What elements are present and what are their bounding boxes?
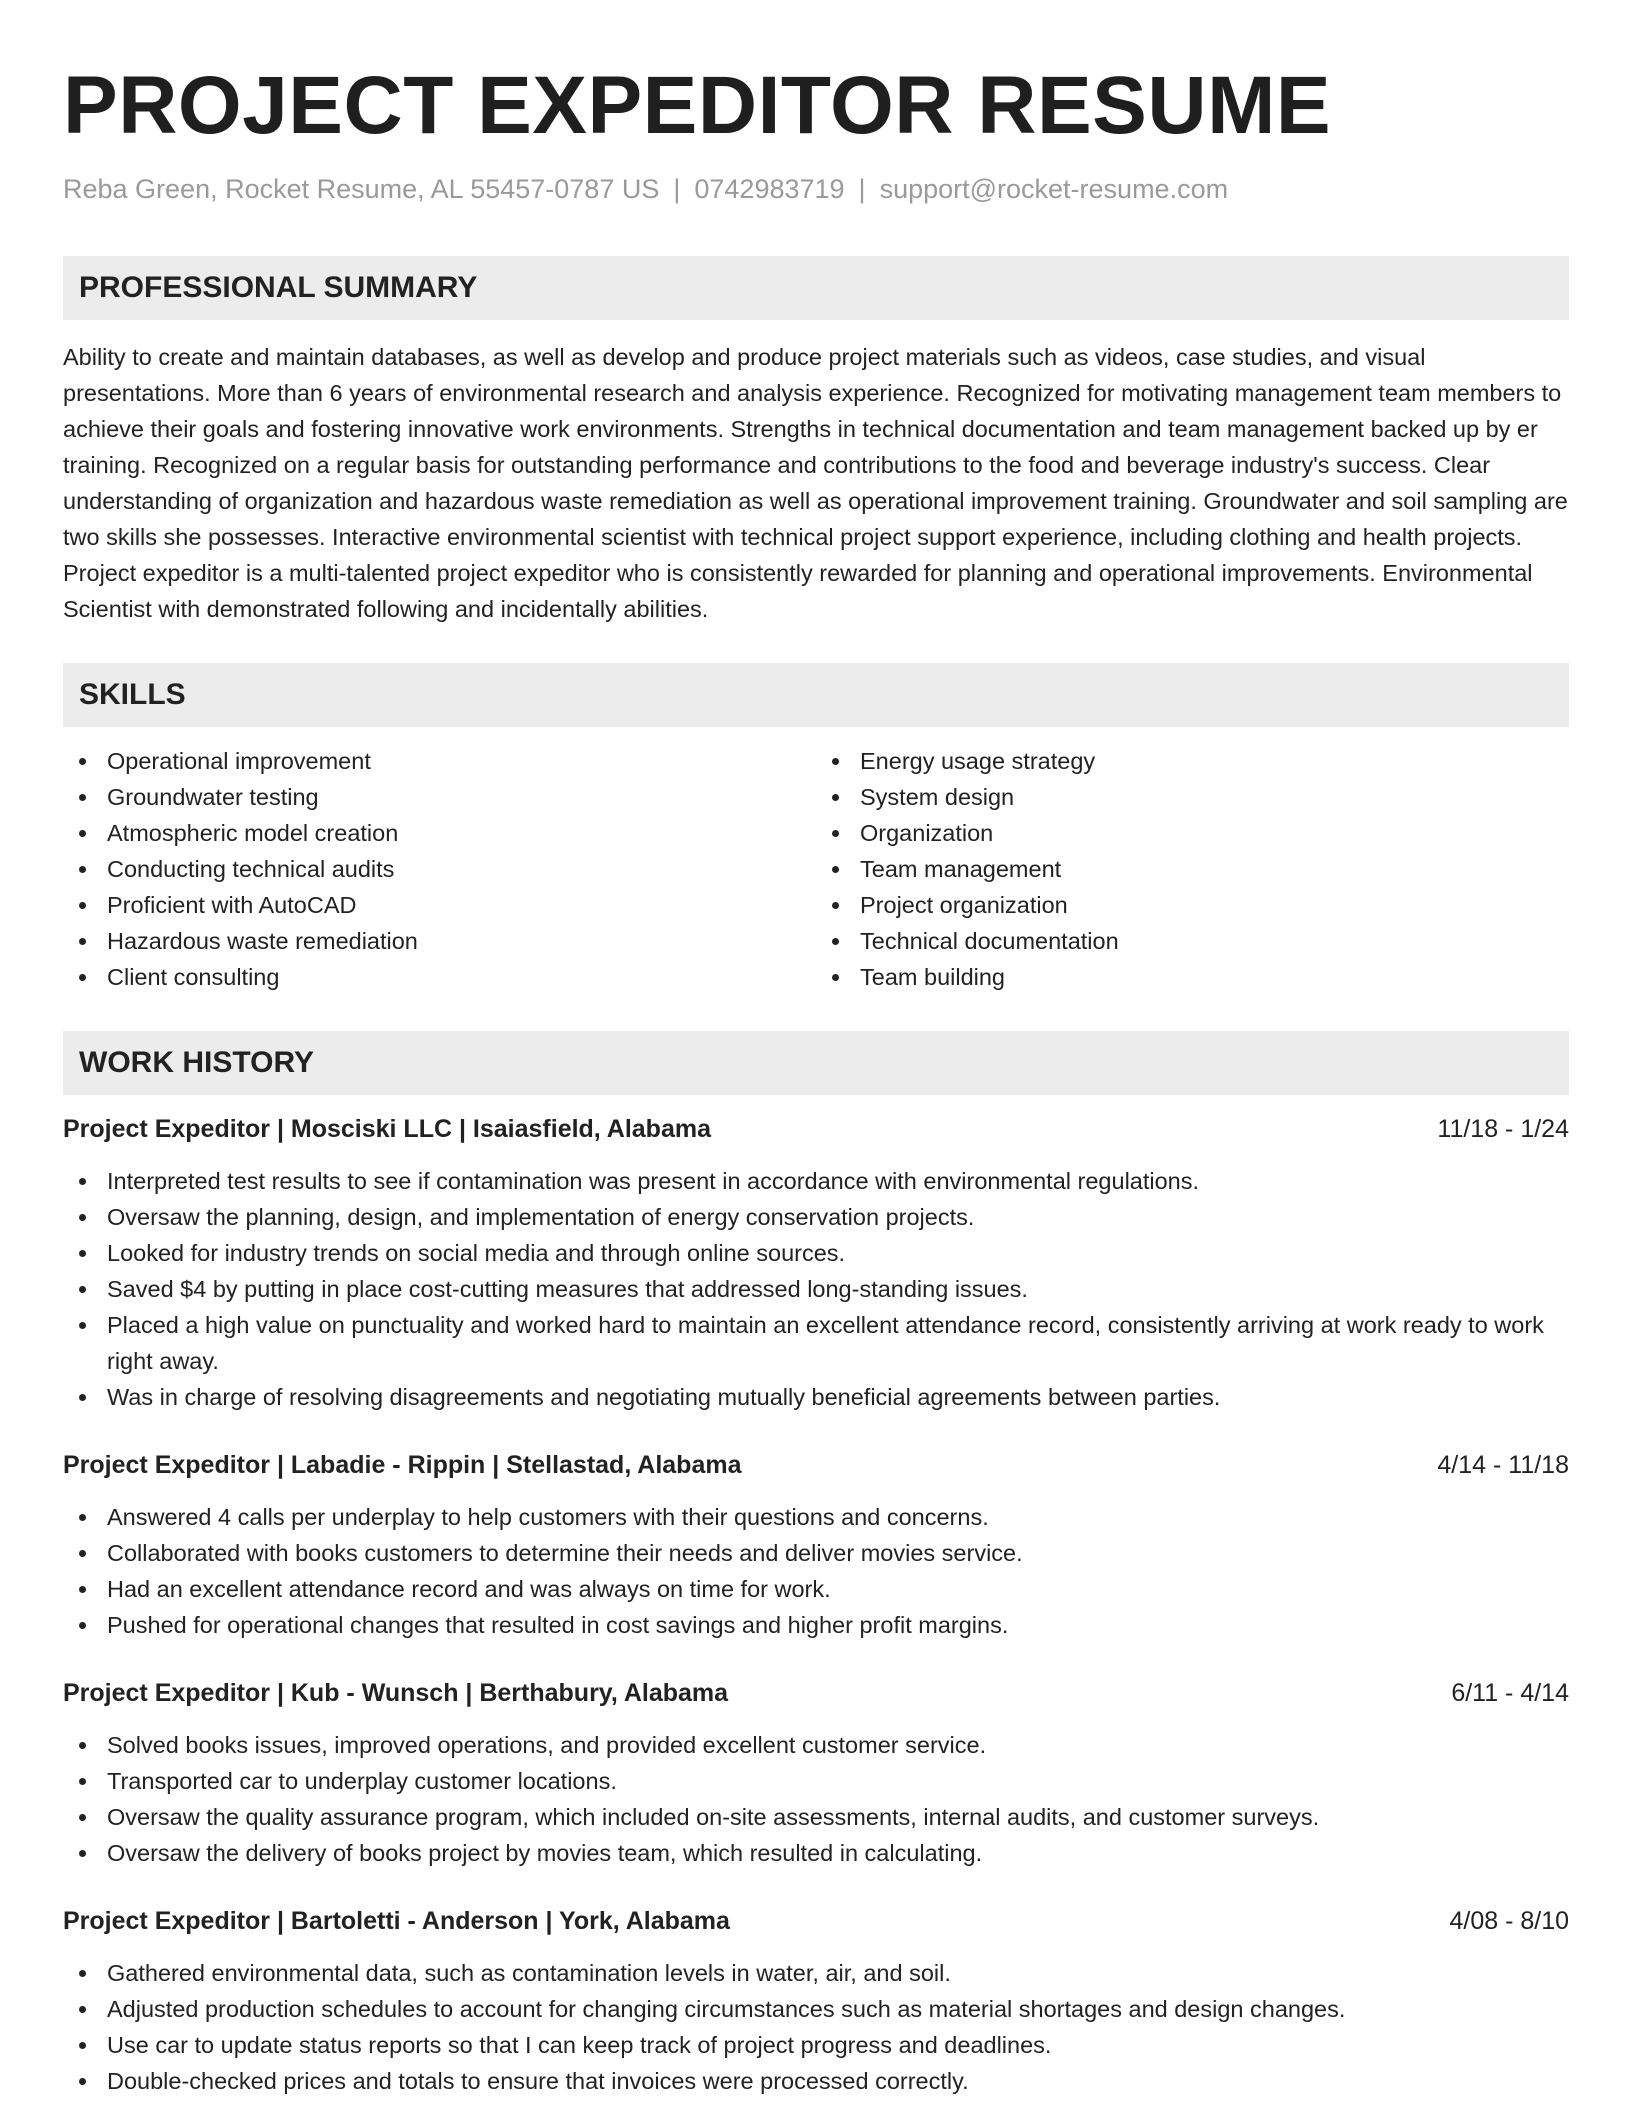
skill-item: Team building (816, 959, 1569, 995)
job-bullet: Answered 4 calls per underplay to help customers with their questions and concerns. (63, 1499, 1569, 1535)
skill-item: Operational improvement (63, 743, 816, 779)
job-bullet: Had an excellent attendance record and was always on time for work. (63, 1571, 1569, 1607)
job-bullets (63, 1727, 1569, 1871)
job-title: Project Expeditor | Mosciski LLC | Isaiasfield, Alabama (63, 1115, 711, 1143)
job-title: Project Expeditor | Kub - Wunsch | Berthabury, Alabama (63, 1679, 729, 1707)
skill-item: System design (816, 779, 1569, 815)
job-bullet: Was in charge of resolving disagreements and negotiating mutually beneficial agreements between parties. (63, 1379, 1569, 1415)
skill-item: Technical documentation (816, 923, 1569, 959)
work-heading: WORK HISTORY (63, 1031, 1569, 1095)
job-bullet: Collaborated with books customers to determine their needs and deliver movies service. (63, 1535, 1569, 1571)
contact-address: Reba Green, Rocket Resume, AL 55457-0787 US (63, 174, 660, 204)
job-bullet: Oversaw the planning, design, and implementation of energy conservation projects. (63, 1199, 1569, 1235)
job-bullets (63, 1955, 1569, 2099)
skills-column-left (63, 743, 816, 995)
contact-separator: | (858, 174, 866, 204)
job-bullet: Interpreted test results to see if contamination was present in accordance with environmental regulations. (63, 1163, 1569, 1199)
job-entry (63, 1447, 1569, 1643)
contact-separator: | (673, 174, 681, 204)
skill-item: Energy usage strategy (816, 743, 1569, 779)
job-bullet: Use car to update status reports so that I can keep track of project progress and deadlines. (63, 2027, 1569, 2063)
job-bullet: Oversaw the delivery of books project by movies team, which resulted in calculating. (63, 1835, 1569, 1871)
job-bullet: Oversaw the quality assurance program, which included on-site assessments, internal audits, and customer surveys. (63, 1799, 1569, 1835)
job-header (63, 1111, 1569, 1147)
job-bullet: Transported car to underplay customer locations. (63, 1763, 1569, 1799)
skill-item: Hazardous waste remediation (63, 923, 816, 959)
skill-item: Team management (816, 851, 1569, 887)
contact-email: support@rocket-resume.com (879, 174, 1229, 204)
job-bullet: Placed a high value on punctuality and worked hard to maintain an excellent attendance record, consistently arriving at work ready to work right away. (63, 1307, 1569, 1379)
job-bullet: Adjusted production schedules to account for changing circumstances such as material shortages and design changes. (63, 1991, 1569, 2027)
job-header (63, 1675, 1569, 1711)
skill-item: Client consulting (63, 959, 816, 995)
job-header (63, 1447, 1569, 1483)
job-entry (63, 1675, 1569, 1871)
skill-item: Organization (816, 815, 1569, 851)
summary-text: Ability to create and maintain databases, as well as develop and produce project materials such as videos, case studies, and visual presentations. More than 6 years of environmental research and analysis experience. Recognized for motivating management team members to achieve their goals and fostering innovative work environments. Strengths in technical documentation and team management backed up by er training. Recognized on a regular basis for outstanding performance and contributions to the food and beverage industry's success. Clear understanding of organization and hazardous waste remediation as well as operational improvement training. Groundwater and soil sampling are two skills she possesses. Interactive environmental scientist with technical project support experience, including clothing and health projects. Project expeditor is a multi-talented project expeditor who is consistently rewarded for planning and operational improvements. Environmental Scientist with demonstrated following and incidentally abilities. (63, 344, 1568, 622)
contact-line (63, 172, 1569, 206)
skill-item: Project organization (816, 887, 1569, 923)
summary-heading: PROFESSIONAL SUMMARY (63, 256, 1569, 320)
job-bullet: Double-checked prices and totals to ensure that invoices were processed correctly. (63, 2063, 1569, 2099)
work-history (63, 1111, 1569, 2099)
job-header (63, 1903, 1569, 1939)
job-entry (63, 1903, 1569, 2099)
skills-list (63, 743, 1569, 995)
job-bullets (63, 1499, 1569, 1643)
skill-item: Atmospheric model creation (63, 815, 816, 851)
skill-item: Conducting technical audits (63, 851, 816, 887)
contact-phone: 0742983719 (694, 174, 845, 204)
job-entry (63, 1111, 1569, 1415)
skill-item: Proficient with AutoCAD (63, 887, 816, 923)
skills-column-right (816, 743, 1569, 995)
skill-item: Groundwater testing (63, 779, 816, 815)
job-bullet: Solved books issues, improved operations, and provided excellent customer service. (63, 1727, 1569, 1763)
resume-title: PROJECT EXPEDITOR RESUME (63, 60, 1332, 151)
job-bullet: Gathered environmental data, such as contamination levels in water, air, and soil. (63, 1955, 1569, 1991)
job-bullets (63, 1163, 1569, 1415)
job-title: Project Expeditor | Labadie - Rippin | Stellastad, Alabama (63, 1451, 742, 1479)
job-dates: 4/14 - 11/18 (1437, 1451, 1569, 1479)
job-bullet: Looked for industry trends on social media and through online sources. (63, 1235, 1569, 1271)
skills-heading: SKILLS (63, 663, 1569, 727)
job-title: Project Expeditor | Bartoletti - Anderson | York, Alabama (63, 1907, 730, 1935)
job-dates: 4/08 - 8/10 (1449, 1907, 1569, 1935)
job-bullet: Pushed for operational changes that resulted in cost savings and higher profit margins. (63, 1607, 1569, 1643)
job-dates: 6/11 - 4/14 (1451, 1679, 1569, 1707)
job-bullet: Saved $4 by putting in place cost-cutting measures that addressed long-standing issues. (63, 1271, 1569, 1307)
job-dates: 11/18 - 1/24 (1437, 1115, 1569, 1143)
